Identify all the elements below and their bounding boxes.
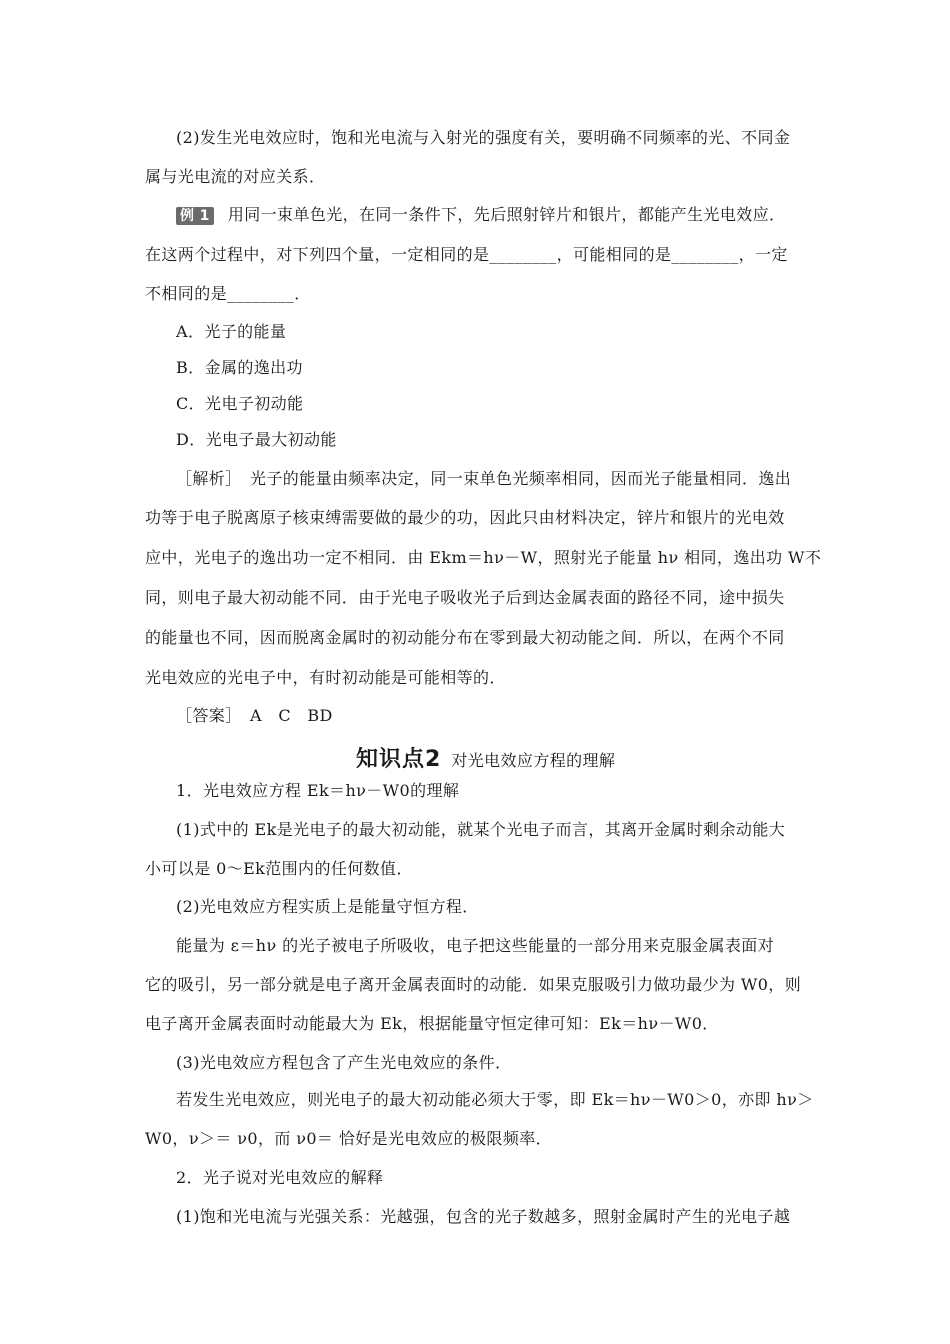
example-line [176, 205, 785, 225]
analysis-line: ［解析］ 光子的能量由频率决定，同一束单色光频率相同，因而光子能量相同．逸出 [176, 469, 792, 488]
example-badge: 例 1 [176, 207, 214, 225]
answer-line: ［答案］ A C BD [176, 706, 333, 725]
text-line: 用同一束单色光，在同一条件下，先后照射锌片和银片，都能产生光电效应． [227, 205, 786, 224]
option-b: B．金属的逸出功 [176, 358, 303, 377]
text-line: 小可以是 0～Ek范围内的任何数值． [145, 859, 413, 878]
text-line: (2)光电效应方程实质上是能量守恒方程． [176, 897, 479, 916]
text-line: 属与光电流的对应关系． [145, 167, 326, 186]
text-line: 它的吸引，另一部分就是电子离开金属表面时的动能．如果克服吸引力做功最少为 W0，则 [145, 975, 802, 994]
text-line: 同，则电子最大初动能不同．由于光电子吸收光子后到达金属表面的路径不同，途中损失 [145, 588, 785, 607]
text-line: (3)光电效应方程包含了产生光电效应的条件． [176, 1053, 512, 1072]
text-line: W0，ν＞＝ ν0，而 ν0＝ 恰好是光电效应的极限频率． [145, 1129, 553, 1148]
text-line: (2)发生光电效应时，饱和光电流与入射光的强度有关，要明确不同频率的光、不同金 [176, 128, 791, 147]
text-line: 电子离开金属表面时动能最大为 Ek，根据能量守恒定律可知：Ek＝hν－W0． [145, 1014, 719, 1033]
text-line: 不相同的是________． [145, 284, 311, 303]
option-d: D．光电子最大初动能 [176, 430, 337, 449]
text-line: (1)式中的 Ek是光电子的最大初动能，就某个光电子而言，其离开金属时剩余动能大 [176, 820, 786, 839]
option-a: A．光子的能量 [176, 322, 287, 341]
text-line: 应中，光电子的逸出功一定不相同．由 Ekm＝hν－W，照射光子能量 hν 相同，逸出功 W不 [145, 548, 822, 567]
text-line: 1．光电效应方程 Ek＝hν－W0的理解 [176, 781, 460, 800]
section-heading [356, 742, 615, 773]
knowledge-point-label: 知识点2 [356, 747, 442, 772]
text-line: 在这两个过程中，对下列四个量，一定相同的是________，可能相同的是________，一定 [145, 245, 788, 264]
text-line: 若发生光电效应，则光电子的最大初动能必须大于零，即 Ek＝hν－W0＞0，亦即 hν＞ [176, 1090, 814, 1109]
text-line: 光电效应的光电子中，有时初动能是可能相等的． [145, 668, 506, 687]
option-c: C．光电子初动能 [176, 394, 304, 413]
text-line: (1)饱和光电流与光强关系：光越强，包含的光子数越多，照射金属时产生的光电子越 [176, 1207, 791, 1226]
text-line: 2．光子说对光电效应的解释 [176, 1168, 384, 1187]
section-title: 对光电效应方程的理解 [451, 751, 616, 770]
text-line: 的能量也不同，因而脱离金属时的初动能分布在零到最大初动能之间．所以，在两个不同 [145, 628, 785, 647]
text-line: 能量为 ε＝hν 的光子被电子所吸收，电子把这些能量的一部分用来克服金属表面对 [176, 936, 775, 955]
text-line: 功等于电子脱离原子核束缚需要做的最少的功，因此只由材料决定，锌片和银片的光电效 [145, 508, 785, 527]
